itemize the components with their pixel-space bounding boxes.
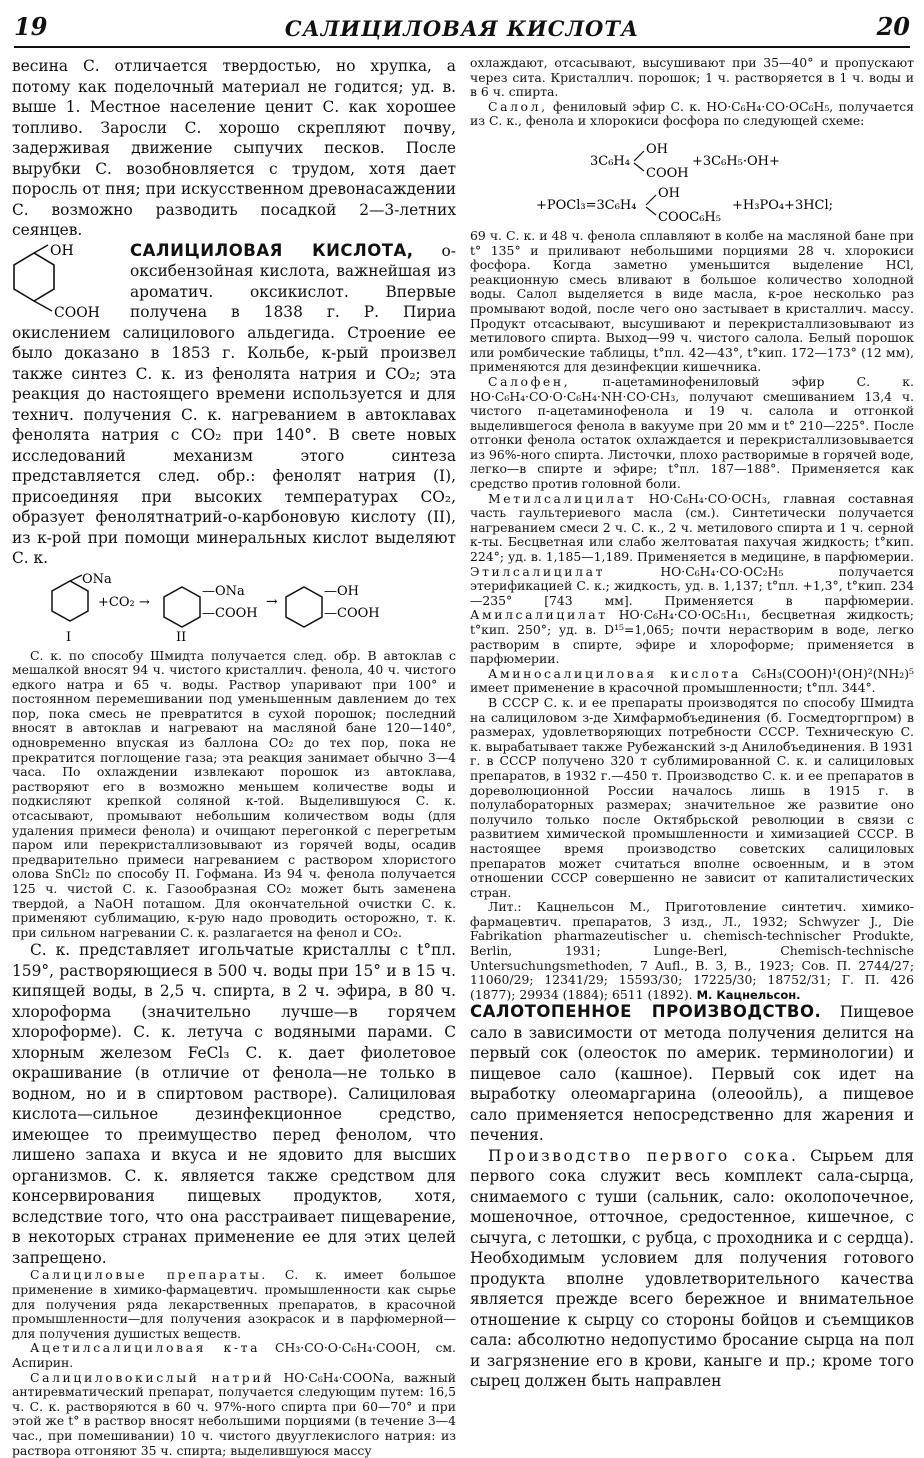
page-number-right: 20	[876, 12, 910, 41]
first-juice-text: Сырьем для первого сока служит весь комплект сала-сырца, снимаемого с туши (сальник, сало: околопочечное, мошеночное, отточное, средостенное, кишечное, с сычуга, с летошки, с рубца, с проходника и с сердца). Необходимым условием для получения готового продукта вполне удовлетворительного качества является прежде всего бережное и внимательное отношение к сырцу со стороны бойцов и съемщиков сала: абсолютно недопустимо бросание сырца на пол и загрязнение его в крови, каныге и пр.; кроме того сырец должен быть направлен	[470, 1146, 914, 1391]
ethyl-salicylate-text: HO·C₆H₄·CO·OC₂H₅ получается этерификацией С. к.; жидкость, уд. в. 1,137; t°пл. +1,3°, t°кип. 234—235° [743 мм]. Применяется в парфюмерии.	[470, 563, 914, 608]
article-intro: о-оксибензойная кислота, важнейшая из ароматич. оксикислот. Впервые получена в 1838 г. Р. Пириа окислением салицилового альдегида. Строение ее было доказано в 1853 г. Кольбе, к-рый произвел также синтез С. к. из фенолята натрия и CO₂; эта реакция до настоящего времени используется и для технич. получения С. к. нагреванием в автоклавах фенолята натрия с CO₂ при 140°. В свете новых исследований механизм этого синтеза представляется след. обр.: фенолят натрия (I), присоединяя при высоких температурах CO₂, образует фенолятнатрий-о-карбоновую кислоту (II), из к-рой при помощи минеральных кислот выделяют С. к.	[12, 241, 456, 567]
ona-label-2: —ONa	[202, 583, 245, 599]
kolbe-reaction-scheme	[12, 573, 452, 645]
paragraph-sevin-end: весина С. отличается твердостью, но хрупка, а потому как поделочный материал не годится; уд. в. выше 1. Местное население ценит С. как хорошее топливо. Заросли С. хорошо скрепляют почву, задерживая движение сыпучих песков. После вырубки С. возобновляется с трудом, хотя дает поросль от пня; при искусственном древонасаждении С. возможно разводить посадкой 2—3-летних сеянцев.	[12, 57, 456, 239]
salicylic-acid-article	[12, 241, 456, 569]
aminosalicylic-paragraph	[470, 667, 914, 696]
preparations-heading: Салициловые препараты.	[30, 1267, 268, 1283]
preparations-paragraph	[12, 1268, 456, 1341]
salol-procedure: 69 ч. С. к. и 48 ч. фенола сплавляют в колбе на масляной бане при t° 135° и приливают небольшими порциями 28 ч. хлорокиси фосфора. Когда заметно уменьшится выделение HCl, реакционную смесь вливают в большое количество холодной воды. Салол выделяется в виде масла, к-рое несколько раз промывают водой, после чего оно застывает в кристаллич. массу. Продукт отсасывают, высушивают и перекристаллизовывают из метилового спирта. Выход—99 ч. чистого салола. Белый порошок или ромбические таблицы, t°пл. 42—43°, t°кип. 172—173° (12 мм), применяются для дезинфекции кишечника.	[470, 227, 914, 375]
cooh-label: COOH	[54, 304, 100, 321]
oh-label-2: —OH	[324, 583, 359, 599]
sodium-salicylate-continued: охлаждают, отсасывают, высушивают при 35—40° и пропускают через сита. Кристаллич. порошок; 1 ч. растворяется в 1 ч. воды и в 6 ч. спирта.	[470, 55, 914, 100]
amyl-salicylate-text: HO·C₆H₄·CO·OC₅H₁₁, бесцветная жидкость; t°кип. 250°; уд. в. D¹⁵=1,065; почти нерастворим в воде, легко растворим в спирте, эфире и хлороформе; применяется в парфюмерии.	[470, 607, 914, 667]
salol-equation	[470, 133, 910, 225]
tallow-intro: Пищевое сало в зависимости от метода получения делится на первый сок (олеосток по америк. терминологии) и пищевое сало (кашное). Первый сок идет на выработку олеомаргарина (олеоойль), а пищевое сало применяется непосредственно для жарения и печения.	[470, 1003, 914, 1145]
running-title: САЛИЦИЛОВАЯ КИСЛОТА	[284, 16, 640, 41]
salol-text: фениловый эфир С. к. HO·C₆H₄·CO·OC₆H₅, получается из С. к., фенола и хлорокиси фосфора по следующей схеме:	[470, 98, 914, 129]
eq2-bond-up	[646, 195, 656, 205]
salol-heading: Салол,	[488, 98, 548, 114]
eq2-right: +H₃PO₄+3HCl;	[732, 197, 834, 213]
article-heading: САЛИЦИЛОВАЯ КИСЛОТА,	[130, 240, 414, 260]
bond-cooh	[34, 301, 52, 311]
aspirin-heading: Ацетилсалициловая к-та	[30, 1340, 261, 1356]
tallow-heading: САЛОТОПЕННОЕ ПРОИЗВОДСТВО.	[470, 1002, 822, 1022]
ethyl-salicylate-heading: Этилсалицилат	[470, 563, 606, 579]
ona-label: ONa	[82, 571, 112, 587]
bond-ona	[70, 575, 82, 581]
preparations-text: С. к. имеет большое применение в химико-фармацевтич. промышленности как сырье для получения ряда лекарственных препаратов, в красочной промышленности—для получения азокрасок и в парфюмерной—для получения душистых веществ.	[12, 1267, 456, 1341]
first-juice-heading: Производство первого сока.	[488, 1146, 799, 1165]
properties-paragraph: С. к. представляет игольчатые кристаллы с t°пл. 159°, растворяющиеся в 500 ч. воды при 15° и в 15 ч. кипящей воды, в 2,5 ч. спирта, в 2 ч. эфира, в 80 ч. хлороформа (значительно лучше—в горячем хлороформе). С. к. летуча с водяными парами. С хлорным железом FeCl₃ С. к. дает фиолетовое окрашивание (в отличие от фенола—не только в водном, но и в спиртовом растворе). Салициловая кислота—сильное дезинфекционное средство, имеющее то преимущество перед фенолом, что лишено запаха и вкуса и не ядовито для высших организмов. С. к. является также средством для консервирования пищевых продуктов, хотя, вследствие того, что она расстраивает пищеварение, в некоторых странах применение ее для этих целей запрещено.	[12, 941, 456, 1267]
methyl-salicylate-heading: Метилсалицилат	[488, 490, 637, 506]
eq1-oh: OH	[646, 141, 668, 157]
ring-product	[286, 587, 322, 627]
eq1-left: 3C₆H₄	[590, 153, 630, 169]
eq2-bond-down	[646, 207, 656, 215]
methyl-salicylate-paragraph	[470, 492, 914, 667]
aminosalicylic-heading: Аминосалициловая кислота	[488, 665, 741, 681]
page-number-left: 19	[14, 12, 48, 41]
cooh-label-2: —COOH	[202, 605, 258, 621]
eq2-left: +POCl₃=3C₆H₄	[536, 197, 637, 213]
header-rule	[14, 46, 910, 48]
compound-label-i: I	[66, 629, 72, 645]
sodium-salicylate-paragraph	[12, 1371, 456, 1458]
literature-paragraph	[470, 900, 914, 1002]
schmidt-method-paragraph: С. к. по способу Шмидта получается след. обр. В автоклав с мешалкой вносят 94 ч. чистого кристаллич. фенола, 40 ч. чистого едкого натра и 65 ч. воды. Раствор упаривают при 100° и постоянном перемешивании под уменьшенным давлением до тех пор, пока смесь не превратится в сухой порошок; последний вносят в автоклав и нагревают на масляной бане 120—140°, одновременно впуская из баллона CO₂ до тех пор, пока не прекратится поглощение газа; эта реакция занимает обычно 3—4 часа. По охлаждении извлекают порошок из автоклава, растворяют его в возможно меньшем количестве воды и подкисляют крепкой соляной к-той. Выделившуюся С. к. отсасывают, промывают небольшим количеством воды (для удаления примеси фенола) и очищают перегонкой с перегретым паром или перекристаллизовывают из горячей воды, осадив предварительно примеси нагреванием с раствором хлористого олова SnCl₂ по способу П. Гофмана. Из 94 ч. фенола получается 125 ч. чистой С. к. Газообразная CO₂ может быть заменена твердой, а NaOH поташом. Для окончательной очистки С. к. применяют сублимацию, к-рую надо проводить осторожно, т. к. при сильном нагревании С. к. разлагается на фенол и CO₂.	[12, 647, 456, 940]
eq2-oh: OH	[658, 185, 680, 201]
first-juice-paragraph	[470, 1146, 914, 1392]
amyl-salicylate-heading: Амилсалицилат	[470, 607, 608, 623]
ring-phenolate	[52, 581, 88, 621]
literature-text: Лит.: Кацнельсон М., Приготовление синтетич. химико-фармацевтич. препаратов, 3 изд., Л., 1932; Schwyzer J., Die Fabrikation pharmazeutischer u. chemisch-technischer Produkte, Berlin, 1931; Lunge-Berl, Chemisch-technische Untersuchungsmethoden, 7 Aufl., B. 3, B., 1923; Сов. П. 2744/27; 11060/29; 12341/29; 15593/30; 17225/30; 18752/31; Г. П. 426 (1877); 29934 (1884); 6511 (1892).	[470, 899, 914, 1002]
ussr-production-paragraph: В СССР С. к. и ее препараты производятся по способу Шмидта на салициловом з-де Химфармобъединения (б. Госмедторгпром) в размерах, удовлетворяющих потребности СССР. Техническую С. к. вырабатывает также Рубежанский з-д Анилобъединения. В 1931 г. в СССР получено 320 т сублимированной С. к. и салициловых препаратов, в 1932 г.—450 т. Производство С. к. и ее препаратов в дореволюционной России началось лишь в 1915 г. в полулабораторных размерах; значительное же развитие оно получило только после Октябрьской революции в связи с развитием химической промышленности и химизацией СССР. В настоящее время производство советских салициловых препаратов может считаться вполне освоенным, и в этом отношении СССР совершенно не зависит от капиталистических стран.	[470, 694, 914, 900]
eq1-cooh: COOH	[646, 165, 689, 181]
oh-label: OH	[50, 242, 74, 259]
bond-oh	[34, 245, 48, 253]
aspirin-text: CH₃·CO·O·C₆H₄·COOH, см. Аспирин.	[12, 1340, 456, 1370]
compound-label-ii: II	[176, 629, 187, 645]
co2-plus: +CO₂ →	[98, 594, 150, 610]
ring-intermediate	[164, 587, 200, 627]
salicylic-acid-structure	[12, 243, 124, 321]
sodium-salicylate-heading: Салициловокислый натрий	[30, 1369, 275, 1385]
salofen-text: п-ацетаминофениловый эфир С. к. HO·C₆H₄·CO·O·C₆H₄·NH·CO·CH₃, получают смешиванием 13,4 ч. чистого п-ацетаминофенола и 19 ч. салола и отгонкой выделившегося фенола в вакууме при 20 мм и t° 210—225°. После отгонки фенола остаток охлаждается и перекристаллизовывается из 96%-ного спирта. Листочки, плохо растворимые в горячей воде, легко—в спирте и эфире; t°пл. 187—188°. Применяется как средство против головной боли.	[470, 373, 914, 492]
tallow-article	[470, 1002, 914, 1146]
methyl-salicylate-text: HO·C₆H₄·CO·OCH₃, главная составная часть гаультериевого масла (см.). Синтетически получается нагреванием смеси 2 ч. С. к., 2 ч. метилового спирта и 1 ч. серной к-ты. Бесцветная или слабо желтоватая пахучая жидкость; t°кип. 224°; уд. в. 1,185—1,189. Применяется в медицине, в парфюмерии.	[470, 490, 914, 565]
benzene-ring	[14, 253, 54, 301]
page-header	[0, 0, 924, 41]
eq1-bond-up	[634, 151, 644, 161]
cooh-label-3: —COOH	[324, 605, 380, 621]
aspirin-paragraph	[12, 1341, 456, 1370]
salol-paragraph	[470, 100, 914, 129]
right-column	[470, 56, 914, 1418]
salofen-heading: Салофен,	[488, 373, 571, 389]
salofen-paragraph	[470, 375, 914, 492]
sodium-salicylate-text: HO·C₆H₄·COONa, важный антиревматический препарат, получается следующим путем: 16,5 ч. С. к. растворяются в 60 ч. 97%-ного спирта при 60—70° и при этой же t° в раствор вносят небольшими порциями (в течение 3—4 час., при помешивании) 10 ч. чистого двууглекислого натрия: из раствора отгоняют 35 ч. спирта; выделившуюся массу	[12, 1369, 456, 1458]
eq2-cooc: COOC₆H₅	[658, 209, 721, 225]
eq1-right: +3C₆H₅·OH+	[692, 153, 780, 169]
eq1-bond-down	[634, 163, 644, 171]
reaction-arrow: →	[266, 593, 278, 610]
left-column	[12, 56, 456, 1458]
author-signature: М. Кацнельсон.	[696, 987, 801, 1002]
aminosalicylic-text: C₆H₃(COOH)¹(OH)²(NH₂)⁵ имеет применение в красочной промышленности; t°пл. 344°.	[470, 665, 914, 696]
